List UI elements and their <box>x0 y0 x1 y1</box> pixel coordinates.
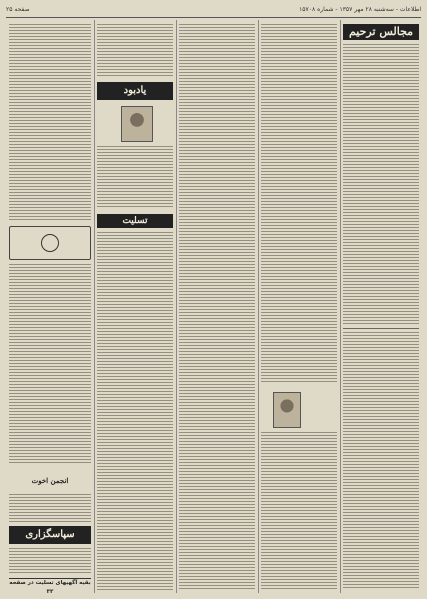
column-3 <box>176 20 257 593</box>
thanks-text <box>9 548 91 574</box>
sympathy-section-title: تسلیت <box>97 214 173 228</box>
condolence-notices-text <box>343 44 419 324</box>
condolence-section-title: مجالس ترحیم <box>343 24 419 40</box>
column-4 <box>94 20 175 593</box>
memorial-portrait-photo <box>121 106 153 142</box>
issue-info: اطلاعات - سه‌شنبه ۲۸ مهر ۱۳۵۷ - شماره ۱۵۷۰۸ <box>299 6 421 13</box>
column-5 <box>7 20 93 593</box>
page-number: صفحه ۲۵ <box>6 6 30 13</box>
emblem-ad <box>9 226 91 260</box>
sympathy-notices-text <box>97 232 173 590</box>
memorial-section-title: یادبود <box>97 82 173 100</box>
society-label: انجمن اخوت <box>31 476 69 485</box>
notices-text-top <box>97 24 173 76</box>
column-separator <box>343 328 419 329</box>
column-1 <box>340 20 421 593</box>
bottom-continuation-note: بقیه آگهیهای تسلیت در صفحه ۳۳ <box>9 578 91 593</box>
emblem-icon <box>41 234 59 252</box>
society-text <box>9 494 91 522</box>
masthead <box>6 3 421 18</box>
notices-text-lower <box>261 432 337 590</box>
notices-text-middle <box>9 264 91 464</box>
notices-text <box>179 24 255 590</box>
memorial-text <box>97 146 173 208</box>
column-2 <box>258 20 339 593</box>
notices-text <box>9 24 91 220</box>
notices-text <box>261 24 337 384</box>
thanks-section-title: سپاسگزاری <box>9 526 91 544</box>
condolence-notices-text-lower <box>343 332 419 590</box>
portrait-photo <box>273 392 301 428</box>
